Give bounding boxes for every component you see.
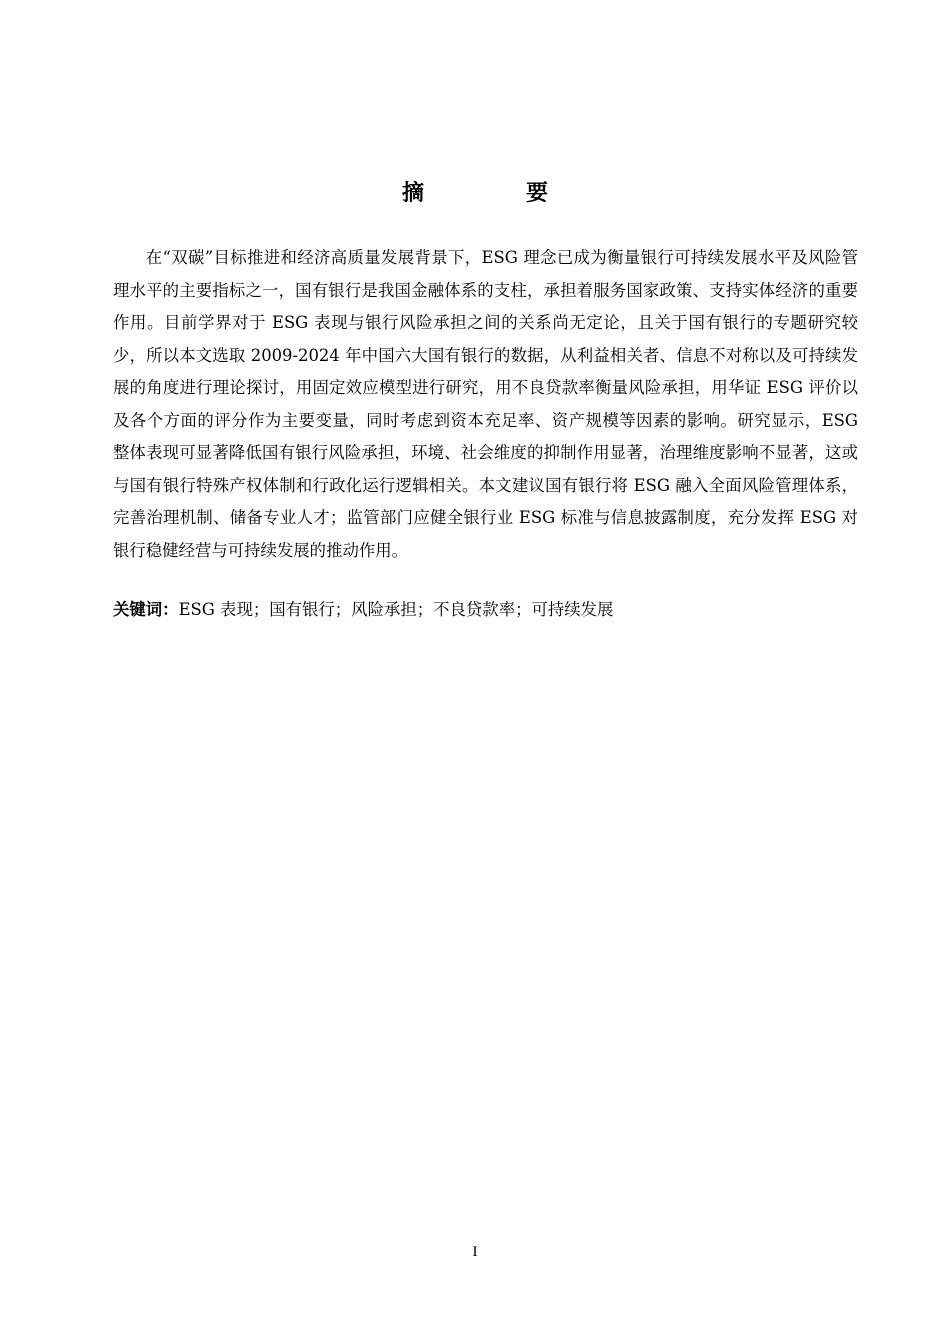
keywords-line	[113, 594, 858, 627]
abstract-body: 在“双碳”目标推进和经济高质量发展背景下，ESG 理念已成为衡量银行可持续发展水平及风险管理水平的主要指标之一，国有银行是我国金融体系的支柱，承担着服务国家政策、支持实体经济的重要作用。目前学界对于 ESG 表现与银行风险承担之间的关系尚无定论，且关于国有银行的专题研究较少，所以本文选取 2009-2024 年中国六大国有银行的数据，从利益相关者、信息不对称以及可持续发展的角度进行理论探讨，用固定效应模型进行研究，用不良贷款率衡量风险承担，用华证 ESG 评价以及各个方面的评分作为主要变量，同时考虑到资本充足率、资产规模等因素的影响。研究显示，ESG 整体表现可显著降低国有银行风险承担，环境、社会维度的抑制作用显著，治理维度影响不显著，这或与国有银行特殊产权体制和行政化运行逻辑相关。本文建议国有银行将 ESG 融入全面风险管理体系，完善治理机制、储备专业人才；监管部门应健全银行业 ESG 标准与信息披露制度，充分发挥 ESG 对银行稳健经营与可持续发展的推动作用。	[113, 248, 858, 560]
keywords-text: ESG 表现；国有银行；风险承担；不良贷款率；可持续发展	[178, 600, 614, 619]
keywords-label: 关键词：	[113, 600, 179, 619]
abstract-title: 摘 要	[401, 181, 588, 206]
page-number: I	[472, 1244, 478, 1260]
